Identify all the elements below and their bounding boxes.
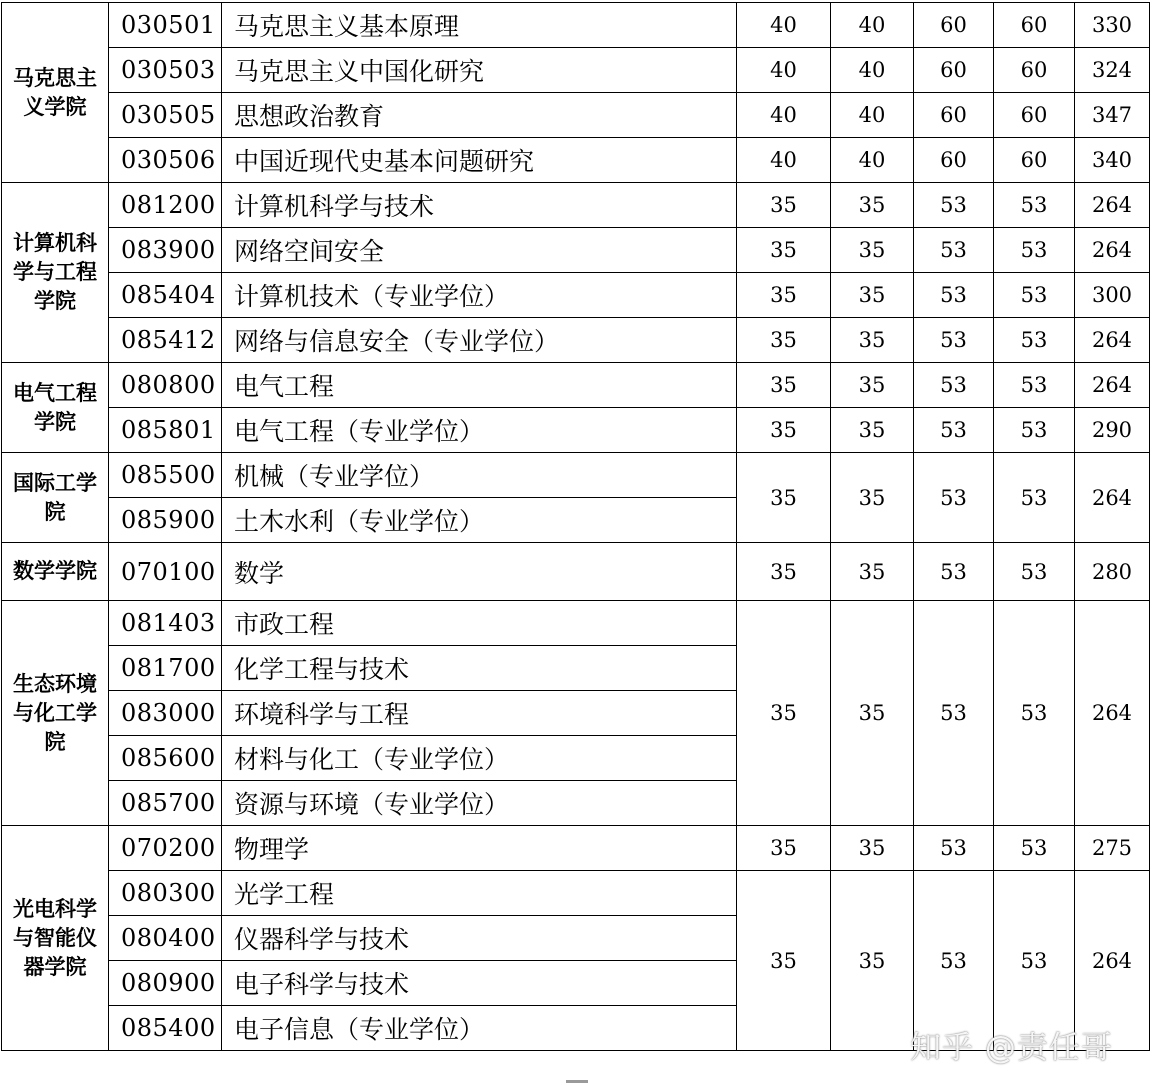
subject1-score-cell: 53 <box>914 228 994 273</box>
table-row <box>2 318 1150 363</box>
total-score-cell: 264 <box>1075 601 1150 826</box>
politics-score-cell: 40 <box>737 138 831 183</box>
total-score-cell: 264 <box>1075 363 1150 408</box>
politics-score-cell: 40 <box>737 3 831 48</box>
major-name-cell: 中国近现代史基本问题研究 <box>222 138 737 183</box>
major-name-cell: 计算机科学与技术 <box>222 183 737 228</box>
subject2-score-cell: 53 <box>994 318 1075 363</box>
score-table <box>1 2 1150 1051</box>
major-code-cell: 085600 <box>109 736 222 781</box>
subject1-score-cell: 60 <box>914 3 994 48</box>
subject2-score-cell: 53 <box>994 183 1075 228</box>
major-name-cell: 思想政治教育 <box>222 93 737 138</box>
subject1-score-cell: 53 <box>914 453 994 543</box>
total-score-cell: 264 <box>1075 453 1150 543</box>
foreign-language-score-cell: 35 <box>831 543 914 601</box>
politics-score-cell: 35 <box>737 453 831 543</box>
major-name-cell: 市政工程 <box>222 601 737 646</box>
major-name-cell: 马克思主义中国化研究 <box>222 48 737 93</box>
table-row <box>2 273 1150 318</box>
major-name-cell: 计算机技术（专业学位） <box>222 273 737 318</box>
major-code-cell: 085412 <box>109 318 222 363</box>
politics-score-cell: 35 <box>737 318 831 363</box>
total-score-cell: 347 <box>1075 93 1150 138</box>
politics-score-cell: 35 <box>737 408 831 453</box>
major-name-cell: 马克思主义基本原理 <box>222 3 737 48</box>
total-score-cell: 264 <box>1075 228 1150 273</box>
politics-score-cell: 40 <box>737 93 831 138</box>
table-row <box>2 228 1150 273</box>
major-code-cell: 081403 <box>109 601 222 646</box>
total-score-cell: 275 <box>1075 826 1150 871</box>
politics-score-cell: 35 <box>737 543 831 601</box>
table-row <box>2 408 1150 453</box>
major-code-cell: 080300 <box>109 871 222 916</box>
foreign-language-score-cell: 35 <box>831 318 914 363</box>
subject1-score-cell: 53 <box>914 408 994 453</box>
table-body <box>2 3 1150 1051</box>
foreign-language-score-cell: 35 <box>831 363 914 408</box>
major-name-cell: 机械（专业学位） <box>222 453 737 498</box>
total-score-cell: 340 <box>1075 138 1150 183</box>
total-score-cell: 264 <box>1075 183 1150 228</box>
subject1-score-cell: 53 <box>914 826 994 871</box>
major-name-cell: 数学 <box>222 543 737 601</box>
total-score-cell: 330 <box>1075 3 1150 48</box>
major-code-cell: 070100 <box>109 543 222 601</box>
foreign-language-score-cell: 35 <box>831 453 914 543</box>
table-row <box>2 871 1150 916</box>
foreign-language-score-cell: 35 <box>831 183 914 228</box>
subject2-score-cell: 53 <box>994 273 1075 318</box>
major-name-cell: 土木水利（专业学位） <box>222 498 737 543</box>
bottom-edge-mark <box>566 1080 588 1083</box>
subject2-score-cell: 53 <box>994 228 1075 273</box>
major-code-cell: 085801 <box>109 408 222 453</box>
major-code-cell: 030501 <box>109 3 222 48</box>
table-row <box>2 826 1150 871</box>
college-cell-mathematics: 数学学院 <box>2 543 109 601</box>
subject1-score-cell: 60 <box>914 93 994 138</box>
subject1-score-cell: 53 <box>914 363 994 408</box>
major-name-cell: 环境科学与工程 <box>222 691 737 736</box>
major-code-cell: 030503 <box>109 48 222 93</box>
subject2-score-cell: 53 <box>994 408 1075 453</box>
politics-score-cell: 35 <box>737 826 831 871</box>
table-row <box>2 48 1150 93</box>
major-code-cell: 081200 <box>109 183 222 228</box>
major-name-cell: 网络空间安全 <box>222 228 737 273</box>
major-name-cell: 材料与化工（专业学位） <box>222 736 737 781</box>
foreign-language-score-cell: 40 <box>831 93 914 138</box>
politics-score-cell: 35 <box>737 871 831 1051</box>
total-score-cell: 280 <box>1075 543 1150 601</box>
foreign-language-score-cell: 35 <box>831 273 914 318</box>
subject2-score-cell: 53 <box>994 453 1075 543</box>
major-name-cell: 光学工程 <box>222 871 737 916</box>
table-row <box>2 93 1150 138</box>
foreign-language-score-cell: 35 <box>831 826 914 871</box>
college-cell-ecology-chemical: 生态环境与化工学院 <box>2 601 109 826</box>
major-code-cell: 085500 <box>109 453 222 498</box>
major-name-cell: 电气工程（专业学位） <box>222 408 737 453</box>
major-code-cell: 081700 <box>109 646 222 691</box>
politics-score-cell: 35 <box>737 363 831 408</box>
subject2-score-cell: 60 <box>994 3 1075 48</box>
subject2-score-cell: 53 <box>994 543 1075 601</box>
major-name-cell: 电子信息（专业学位） <box>222 1006 737 1051</box>
foreign-language-score-cell: 35 <box>831 601 914 826</box>
total-score-cell: 290 <box>1075 408 1150 453</box>
major-code-cell: 030506 <box>109 138 222 183</box>
major-code-cell: 030505 <box>109 93 222 138</box>
subject1-score-cell: 53 <box>914 543 994 601</box>
total-score-cell: 264 <box>1075 318 1150 363</box>
table-row <box>2 601 1150 646</box>
subject1-score-cell: 53 <box>914 318 994 363</box>
foreign-language-score-cell: 40 <box>831 138 914 183</box>
subject1-score-cell: 53 <box>914 601 994 826</box>
college-cell-marxism: 马克思主义学院 <box>2 3 109 183</box>
subject2-score-cell: 60 <box>994 48 1075 93</box>
subject1-score-cell: 60 <box>914 48 994 93</box>
major-code-cell: 083900 <box>109 228 222 273</box>
table-row <box>2 453 1150 498</box>
table-row <box>2 183 1150 228</box>
table-row <box>2 138 1150 183</box>
politics-score-cell: 35 <box>737 183 831 228</box>
subject1-score-cell: 53 <box>914 871 994 1051</box>
major-name-cell: 仪器科学与技术 <box>222 916 737 961</box>
major-name-cell: 化学工程与技术 <box>222 646 737 691</box>
subject2-score-cell: 60 <box>994 93 1075 138</box>
table-row <box>2 3 1150 48</box>
major-name-cell: 资源与环境（专业学位） <box>222 781 737 826</box>
subject2-score-cell: 53 <box>994 363 1075 408</box>
subject2-score-cell: 60 <box>994 138 1075 183</box>
major-code-cell: 085700 <box>109 781 222 826</box>
major-code-cell: 080800 <box>109 363 222 408</box>
table-row <box>2 363 1150 408</box>
politics-score-cell: 35 <box>737 228 831 273</box>
major-name-cell: 物理学 <box>222 826 737 871</box>
politics-score-cell: 35 <box>737 273 831 318</box>
college-cell-computer-science: 计算机科学与工程学院 <box>2 183 109 363</box>
subject2-score-cell: 53 <box>994 826 1075 871</box>
politics-score-cell: 40 <box>737 48 831 93</box>
politics-score-cell: 35 <box>737 601 831 826</box>
total-score-cell: 324 <box>1075 48 1150 93</box>
college-cell-optoelectronics: 光电科学与智能仪器学院 <box>2 826 109 1051</box>
table-row <box>2 543 1150 601</box>
subject1-score-cell: 53 <box>914 183 994 228</box>
major-code-cell: 083000 <box>109 691 222 736</box>
college-cell-electrical: 电气工程学院 <box>2 363 109 453</box>
total-score-cell: 300 <box>1075 273 1150 318</box>
subject2-score-cell: 53 <box>994 601 1075 826</box>
major-code-cell: 085404 <box>109 273 222 318</box>
total-score-cell: 264 <box>1075 871 1150 1051</box>
major-code-cell: 080400 <box>109 916 222 961</box>
foreign-language-score-cell: 35 <box>831 871 914 1051</box>
subject1-score-cell: 60 <box>914 138 994 183</box>
foreign-language-score-cell: 35 <box>831 408 914 453</box>
major-code-cell: 085900 <box>109 498 222 543</box>
foreign-language-score-cell: 40 <box>831 3 914 48</box>
major-code-cell: 070200 <box>109 826 222 871</box>
major-name-cell: 电气工程 <box>222 363 737 408</box>
major-code-cell: 085400 <box>109 1006 222 1051</box>
college-cell-international-engineering: 国际工学院 <box>2 453 109 543</box>
watermark: 知乎 @责任哥 <box>910 1030 1113 1066</box>
major-name-cell: 网络与信息安全（专业学位） <box>222 318 737 363</box>
subject1-score-cell: 53 <box>914 273 994 318</box>
major-code-cell: 080900 <box>109 961 222 1006</box>
foreign-language-score-cell: 35 <box>831 228 914 273</box>
major-name-cell: 电子科学与技术 <box>222 961 737 1006</box>
subject2-score-cell: 53 <box>994 871 1075 1051</box>
foreign-language-score-cell: 40 <box>831 48 914 93</box>
